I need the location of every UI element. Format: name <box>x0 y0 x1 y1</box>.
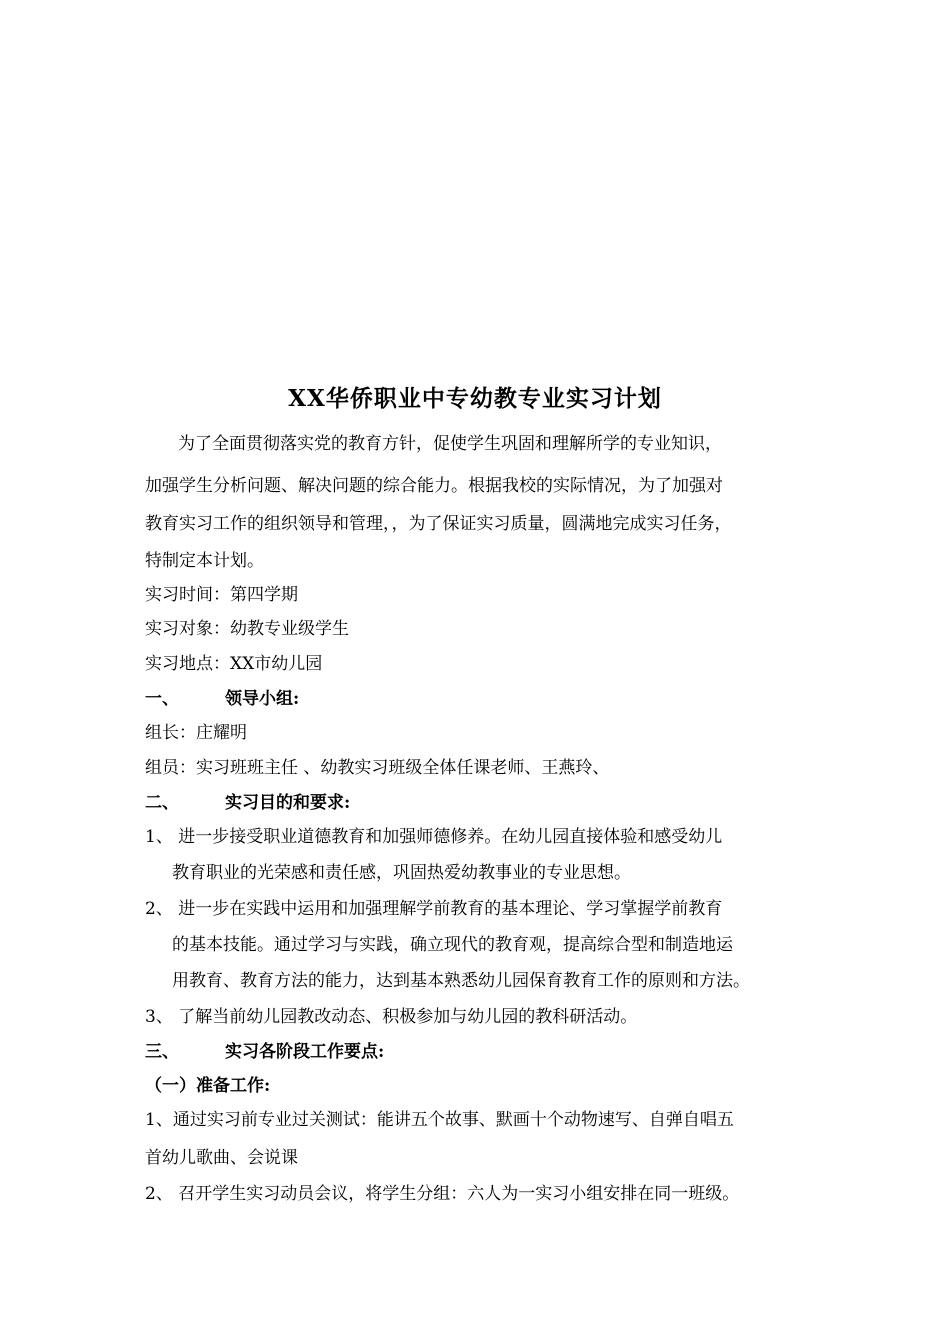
intro-line-2: 加强学生分析问题、解决问题的综合能力。根据我校的实际情况，为了加强对 <box>145 476 723 496</box>
section-1-members: 组员：实习班班主任 、幼教实习班级全体任课老师、王燕玲、 <box>145 758 610 778</box>
section-2-item-2-line-2: 的基本技能。通过学习与实践，确立现代的教育观，提高综合型和制造地运 <box>172 935 733 955</box>
info-place: 实习地点：XX市幼儿园 <box>145 654 323 674</box>
section-2-item-2-line-3: 用教育、教育方法的能力，达到基本熟悉幼儿园保育教育工作的原则和方法。 <box>172 971 750 991</box>
section-2-item-1-line-1: 1、 进一步接受职业道德教育和加强师德修养。在幼儿园直接体验和感受幼儿 <box>145 827 723 847</box>
section-3-sub-1-item-1-line-1: 1、通过实习前专业过关测试：能讲五个故事、默画十个动物速写、自弹自唱五 <box>145 1110 734 1130</box>
intro-line-3: 教育实习工作的组织领导和管理，，为了保证实习质量，圆满地完成实习任务， <box>145 514 732 534</box>
document-title: XX华侨职业中专幼教专业实习计划 <box>288 385 662 412</box>
section-1-heading <box>145 686 299 712</box>
section-2-item-1-line-2: 教育职业的光荣感和责任感，巩固热爱幼教事业的专业思想。 <box>172 863 631 883</box>
section-3-sub-1-title: （一）准备工作: <box>145 1076 271 1096</box>
info-time: 实习时间：第四学期 <box>145 585 298 605</box>
section-3-number: 三、 <box>145 1042 179 1062</box>
section-2-title: 实习目的和要求: <box>225 793 351 813</box>
section-3-sub-1-item-2: 2、 召开学生实习动员会议，将学生分组：六人为一实习小组安排在同一班级。 <box>145 1184 740 1204</box>
section-2-item-3-line-1: 3、 了解当前幼儿园教改动态、积极参加与幼儿园的教科研活动。 <box>145 1007 638 1027</box>
section-2-number: 二、 <box>145 793 179 813</box>
intro-line-4: 特制定本计划。 <box>145 551 264 571</box>
intro-line-1: 为了全面贯彻落实党的教育方针，促使学生巩固和理解所学的专业知识， <box>178 434 722 454</box>
section-3-heading <box>145 1039 384 1065</box>
section-3-sub-1-item-1-line-2: 首幼儿歌曲、会说课 <box>145 1148 298 1168</box>
section-1-number: 一、 <box>145 689 179 709</box>
info-target: 实习对象：幼教专业级学生 <box>145 619 349 639</box>
section-2-item-2-line-1: 2、 进一步在实践中运用和加强理解学前教育的基本理论、学习掌握学前教育 <box>145 899 723 919</box>
section-1-leader: 组长：庄耀明 <box>145 723 247 743</box>
section-1-title: 领导小组: <box>225 689 300 709</box>
section-2-heading <box>145 790 350 816</box>
section-3-title: 实习各阶段工作要点: <box>225 1042 385 1062</box>
